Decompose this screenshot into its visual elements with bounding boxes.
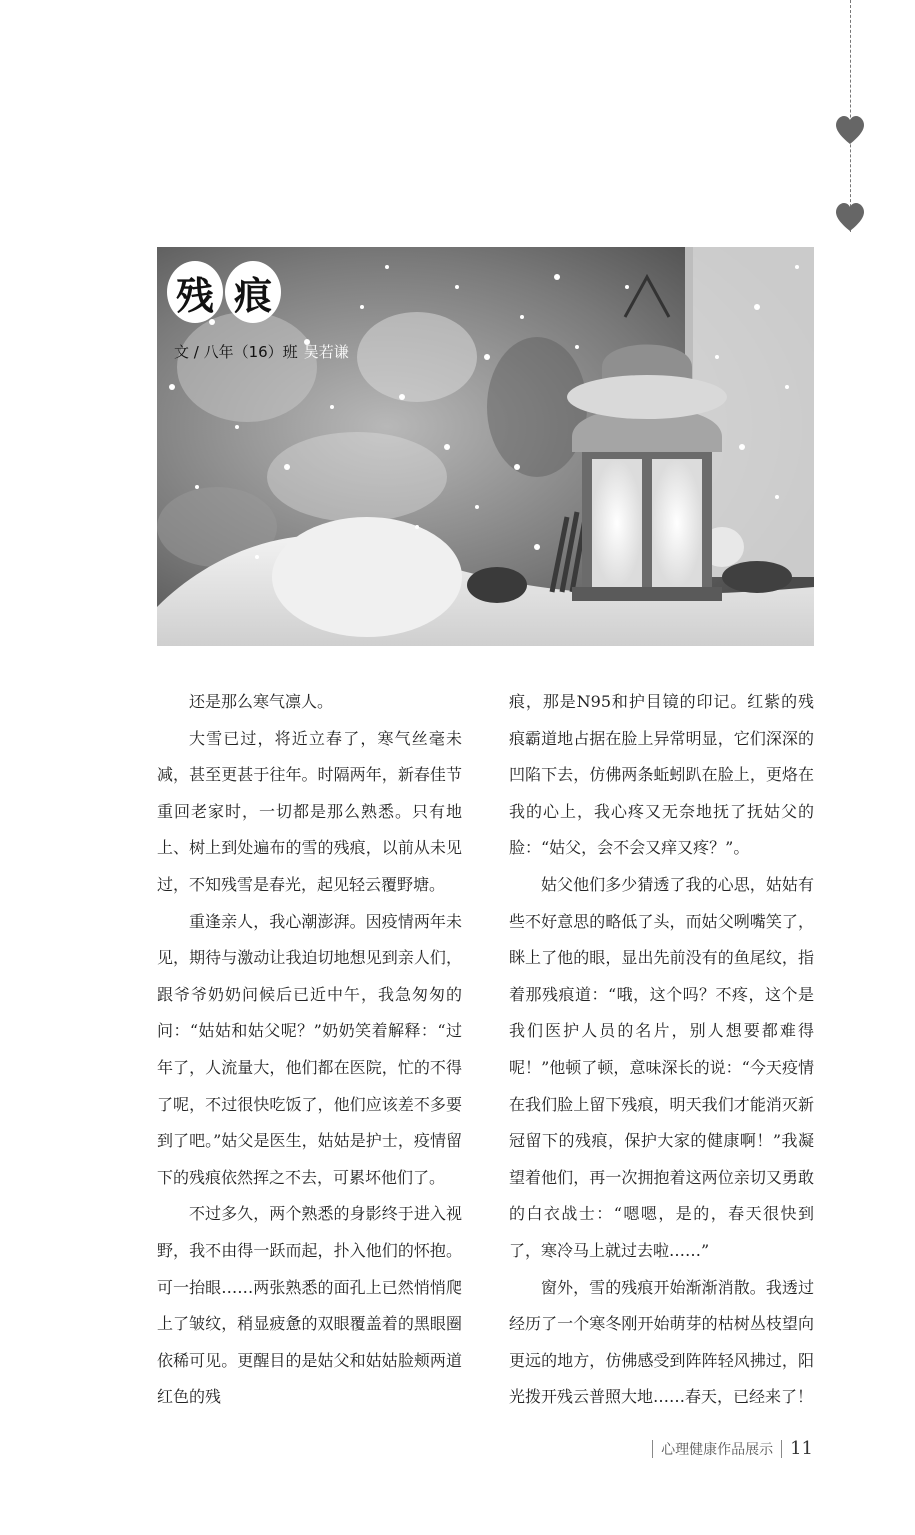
page-footer: [644, 1438, 813, 1459]
page-number: 11: [790, 1438, 813, 1459]
paragraph: 窗外，雪的残痕开始渐渐消散。我透过经历了一个寒冬刚开始萌芽的枯树丛枝望向更远的地方，仿佛感受到阵阵轻风拂过，阳光拨开残云普照大地……春天，已经来了！: [509, 1277, 814, 1407]
heart-icon: [836, 203, 864, 233]
divider: [652, 1440, 653, 1458]
title-char: 痕: [225, 261, 281, 323]
paragraph: 大雪已过，将近立春了，寒气丝毫未减，甚至更甚于往年。时隔两年，新春佳节重回老家时，一切都是那么熟悉。只有地上、树上到处遍布的雪的残痕，以前从未见过，不知残雪是春光，起见轻云覆野塘。: [157, 728, 462, 894]
article-title: [167, 261, 281, 323]
paragraph: 痕，那是N95和护目镜的印记。红紫的残痕霸道地占据在脸上异常明显，它们深深的凹陷下去，仿佛两条蚯蚓趴在脸上，更烙在我的心上，我心疼又无奈地抚了抚姑父的脸：“姑父，会不会又痒又疼？”。: [509, 692, 814, 858]
paragraph: 重逢亲人，我心潮澎湃。因疫情两年未见，期待与激动让我迫切地想见到亲人们，跟爷爷奶奶问候后已近中午，我急匆匆的问：“姑姑和姑父呢？”奶奶笑着解释：“过年了，人流量大，他们都在医院，忙的不得了呢，不过很快吃饭了，他们应该差不多要到了吧。”姑父是医生，姑姑是护士，疫情留下的残痕依然挥之不去，可累坏他们了。: [157, 911, 462, 1187]
article-column-right: [509, 684, 814, 1416]
paragraph: 姑父他们多少猜透了我的心思，姑姑有些不好意思的略低了头，而姑父咧嘴笑了，眯上了他的眼，显出先前没有的鱼尾纹，指着那残痕道：“哦，这个吗？不疼，这个是我们医护人员的名片，别人想要都难得呢！”他顿了顿，意味深长的说：“今天疫情在我们脸上留下残痕，明天我们才能消灭新冠留下的残痕，保护大家的健康啊！”我凝望着他们，再一次拥抱着这两位亲切又勇敢的白衣战士：“嗯嗯，是的，春天很快到了，寒冷马上就过去啦……”: [509, 874, 814, 1260]
paragraph: 还是那么寒气凛人。: [189, 692, 334, 711]
footer-section-title: 心理健康作品展示: [661, 1441, 774, 1458]
header-image: [157, 247, 814, 646]
byline-class: 文 / 八年（16）班: [174, 343, 298, 361]
byline: [174, 341, 349, 362]
heart-icon: [836, 116, 864, 146]
article-column-left: [157, 684, 462, 1416]
title-char: 残: [167, 261, 223, 323]
divider: [781, 1440, 782, 1458]
byline-author: 吴若谦: [303, 343, 349, 361]
paragraph: 不过多久，两个熟悉的身影终于进入视野，我不由得一跃而起，扑入他们的怀抱。可一抬眼……两张熟悉的面孔上已然悄悄爬上了皱纹，稍显疲惫的双眼覆盖着的黑眼圈依稀可见。更醒目的是姑父和姑姑脸颊两道红色的残: [157, 1204, 462, 1407]
